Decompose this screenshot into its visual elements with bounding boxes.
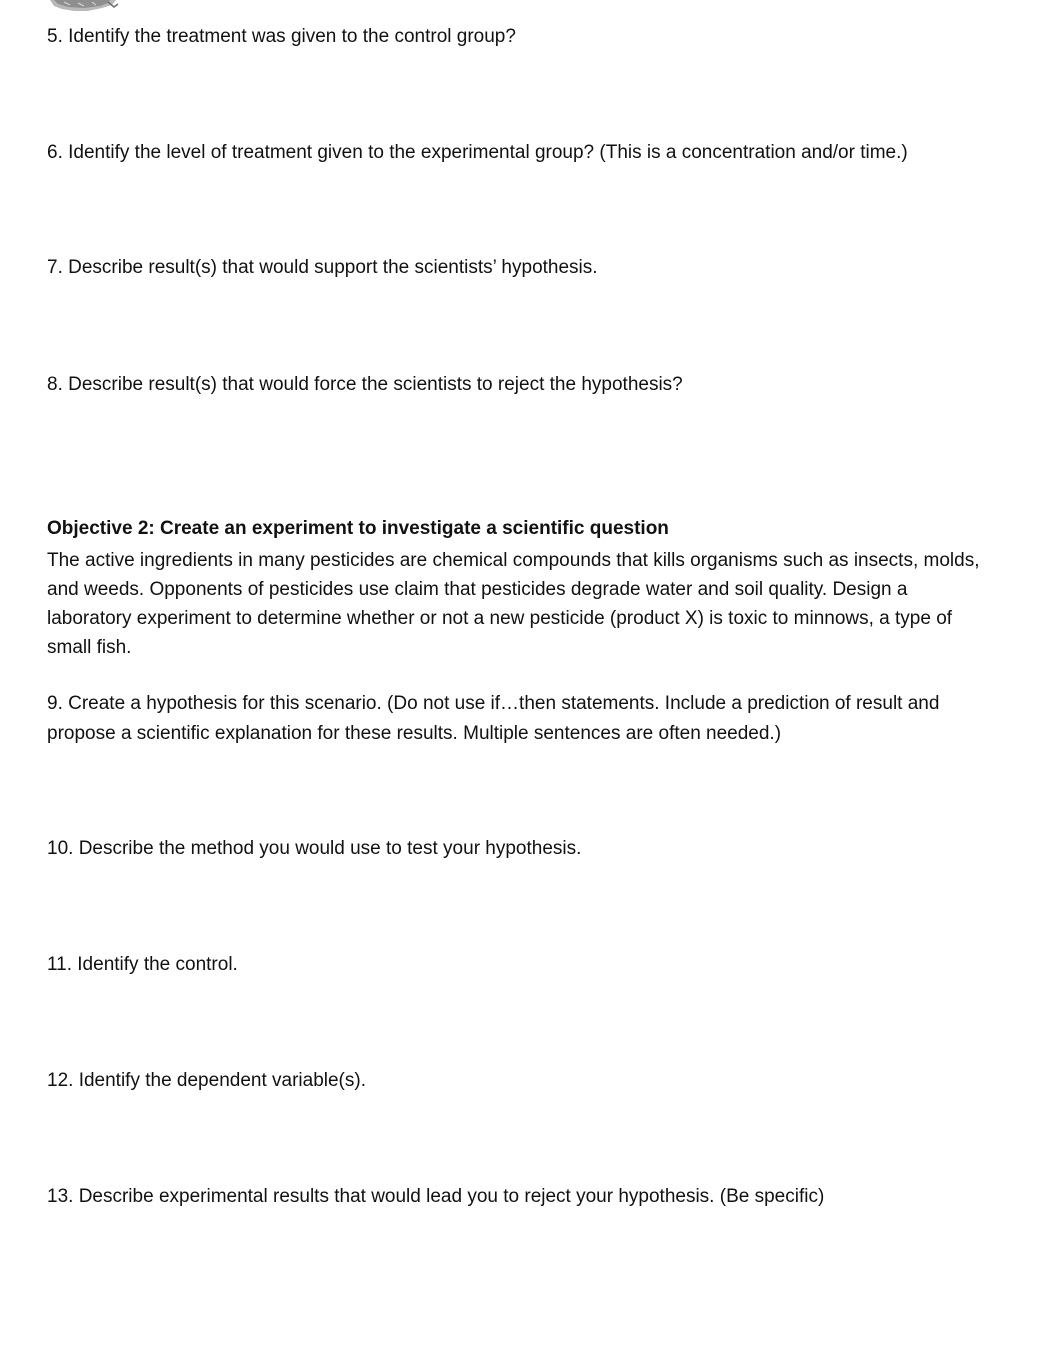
question-9: 9. Create a hypothesis for this scenario. (Do not use if…then statements. Include a prediction of result and propose a scientific explanation for these results. Multiple sentences are often needed.) xyxy=(47,693,940,744)
objective-2-heading: Objective 2: Create an experiment to investigate a scientific question xyxy=(47,518,669,539)
objective-2-description: The active ingredients in many pesticides are chemical compounds that kills organisms such as insects, molds, and weeds. Opponents of pesticides use claim that pesticides degrade water and soil quality. Design a laboratory experiment to determine whether or not a new pesticide (product X) is toxic to minnows, a type of small fish. xyxy=(47,550,980,658)
question-12: 12. Identify the dependent variable(s). xyxy=(47,1070,366,1091)
question-5: 5. Identify the treatment was given to the control group? xyxy=(47,26,516,47)
question-8: 8. Describe result(s) that would force the scientists to reject the hypothesis? xyxy=(47,374,683,395)
cropped-illustration xyxy=(44,0,124,20)
question-10: 10. Describe the method you would use to test your hypothesis. xyxy=(47,838,582,859)
question-13: 13. Describe experimental results that would lead you to reject your hypothesis. (Be specific) xyxy=(47,1186,825,1207)
question-6: 6. Identify the level of treatment given to the experimental group? (This is a concentration and/or time.) xyxy=(47,142,908,163)
question-11: 11. Identify the control. xyxy=(47,954,238,975)
question-7: 7. Describe result(s) that would support the scientists’ hypothesis. xyxy=(47,257,598,278)
